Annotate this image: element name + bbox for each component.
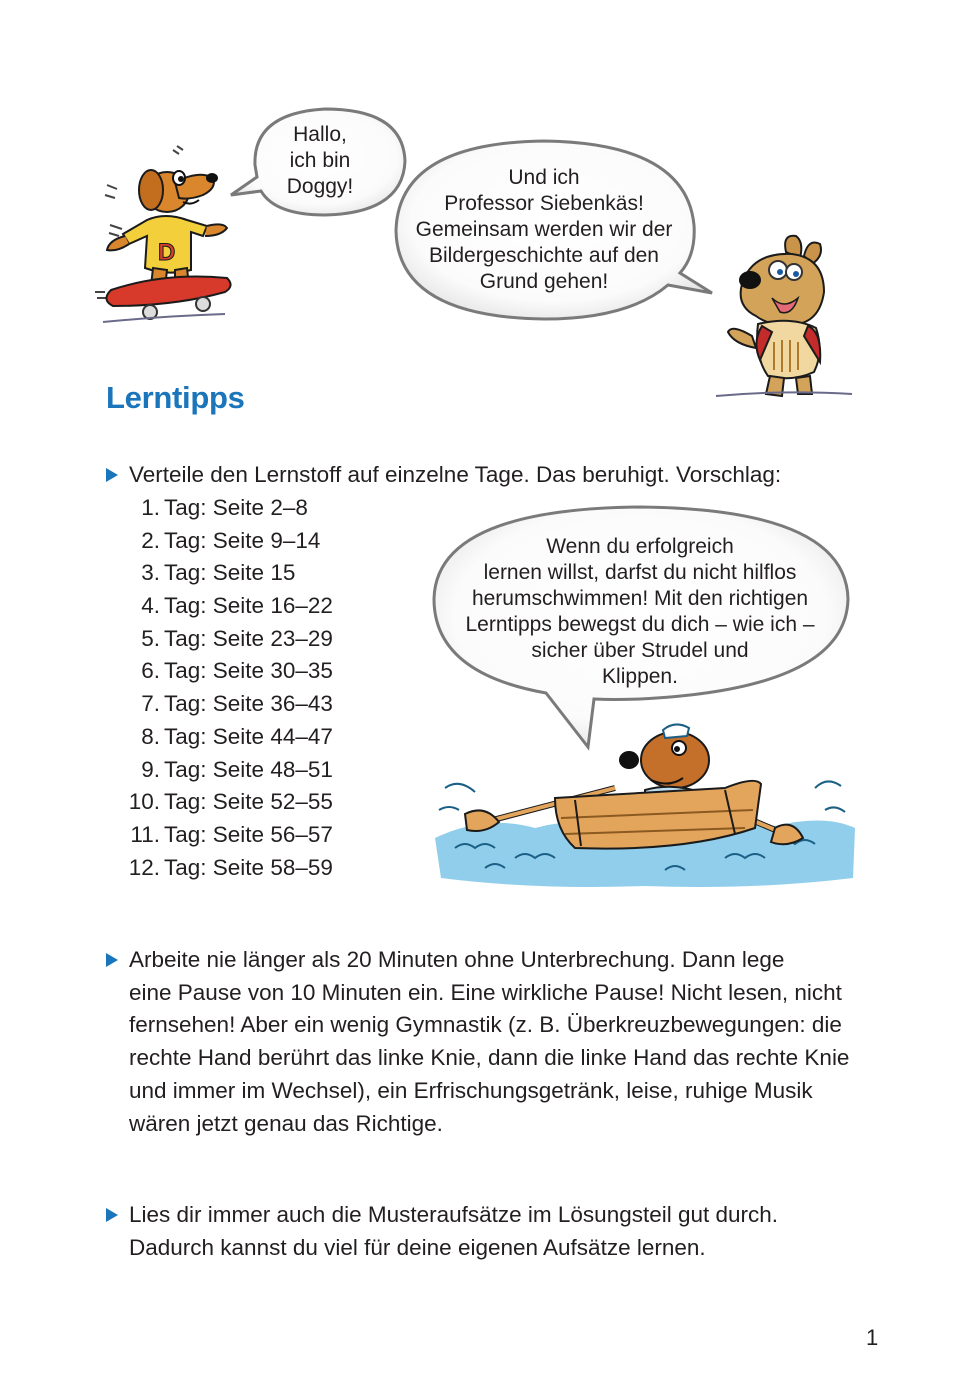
schedule-item xyxy=(118,623,378,656)
schedule-day-number: 10. xyxy=(128,789,160,815)
section-title: Lerntipps xyxy=(106,380,245,415)
schedule-pages: Tag: Seite 44–47 xyxy=(164,723,333,749)
schedule-item xyxy=(118,786,378,819)
schedule-item xyxy=(118,721,378,754)
schedule-item xyxy=(118,525,378,558)
dog-in-rowboat-illustration xyxy=(425,718,860,890)
bubble-line: lernen willst, darfst du nicht hilflos xyxy=(483,561,797,584)
schedule-item xyxy=(118,655,378,688)
bubble-line: Lerntipps bewegst du dich – wie ich – xyxy=(465,613,815,636)
schedule-day-number: 8. xyxy=(141,723,160,749)
professor-dog-illustration xyxy=(712,232,854,404)
schedule-pages: Tag: Seite 30–35 xyxy=(164,658,333,684)
tip-2-line: eine Pause von 10 Minuten ein. Eine wirkliche Pause! Nicht lesen, nicht xyxy=(129,979,842,1005)
bubble-line: Hallo, xyxy=(293,123,347,146)
bubble-line: Gemeinsam werden wir der xyxy=(415,218,673,241)
schedule-item xyxy=(118,754,378,787)
bubble-line: Grund gehen! xyxy=(479,270,609,293)
tip-3-line: Lies dir immer auch die Musteraufsätze im Lösungsteil gut durch. xyxy=(129,1202,779,1227)
schedule-item xyxy=(118,492,378,525)
bubble-line: Bildergeschichte auf den xyxy=(429,244,659,267)
schedule-day-number: 5. xyxy=(141,625,160,651)
tip-3-line: Dadurch kannst du viel für deine eigenen Aufsätze lernen. xyxy=(129,1234,706,1260)
bubble-line: Professor Siebenkäs! xyxy=(444,192,644,215)
speech-bubble-boat-text xyxy=(440,534,840,690)
schedule-pages: Tag: Seite 23–29 xyxy=(164,625,333,651)
schedule-day-number: 4. xyxy=(141,593,160,619)
schedule-day-number: 12. xyxy=(128,854,160,880)
bubble-line: ich bin xyxy=(289,149,351,172)
schedule-item xyxy=(118,819,378,852)
schedule-day-number: 3. xyxy=(141,560,160,586)
schedule-day-number: 11. xyxy=(130,821,160,847)
bubble-line: Doggy! xyxy=(286,175,354,198)
bubble-line: sicher über Strudel und xyxy=(531,639,749,662)
tip-2-line: wären jetzt genau das Richtige. xyxy=(129,1110,443,1136)
bubble-line: Und ich xyxy=(508,166,580,189)
schedule-pages: Tag: Seite 2–8 xyxy=(164,495,308,520)
bullet-triangle-icon xyxy=(106,1208,118,1222)
schedule-day-number: 9. xyxy=(141,756,160,782)
schedule-day-number: 1. xyxy=(141,495,160,520)
tip-1 xyxy=(106,459,906,492)
bullet-triangle-icon xyxy=(106,468,118,482)
schedule-pages: Tag: Seite 9–14 xyxy=(164,527,321,553)
schedule-pages: Tag: Seite 48–51 xyxy=(164,756,333,782)
speech-bubble-professor-text xyxy=(400,165,688,295)
schedule-pages: Tag: Seite 36–43 xyxy=(164,691,333,717)
tip-2 xyxy=(106,944,906,1140)
tip-2-line: rechte Hand berührt das linke Knie, dann die linke Hand das rechte Knie xyxy=(129,1045,850,1071)
study-schedule-list xyxy=(118,492,378,884)
schedule-day-number: 2. xyxy=(141,527,160,553)
svg-text:D: D xyxy=(158,239,176,266)
schedule-day-number: 6. xyxy=(141,658,160,684)
tip-2-line: fernsehen! Aber ein wenig Gymnastik (z. B. Überkreuzbewegungen: die xyxy=(129,1012,842,1038)
schedule-item xyxy=(118,590,378,623)
tip-2-line: Arbeite nie länger als 20 Minuten ohne Unterbrechung. Dann lege xyxy=(129,947,785,972)
tip-1-line: Verteile den Lernstoff auf einzelne Tage. Das beruhigt. Vorschlag: xyxy=(129,462,782,487)
tip-2-line: und immer im Wechsel), ein Erfrischungsgetränk, leise, ruhige Musik xyxy=(129,1077,813,1103)
page-number: 1 xyxy=(866,1325,879,1350)
bubble-line: herumschwimmen! Mit den richtigen xyxy=(471,587,809,610)
schedule-pages: Tag: Seite 56–57 xyxy=(164,821,333,847)
schedule-pages: Tag: Seite 58–59 xyxy=(164,854,333,880)
bullet-triangle-icon xyxy=(106,953,118,967)
schedule-pages: Tag: Seite 16–22 xyxy=(164,593,333,619)
tip-3 xyxy=(106,1199,906,1264)
schedule-pages: Tag: Seite 15 xyxy=(164,560,296,586)
schedule-item xyxy=(118,557,378,590)
schedule-item xyxy=(118,688,378,721)
schedule-item xyxy=(118,852,378,885)
bubble-line: Klippen. xyxy=(602,665,678,688)
schedule-pages: Tag: Seite 52–55 xyxy=(164,789,333,815)
bubble-line: Wenn du erfolgreich xyxy=(546,535,734,558)
dog-on-skateboard-illustration xyxy=(95,140,235,325)
speech-bubble-doggy-text xyxy=(270,122,370,200)
schedule-day-number: 7. xyxy=(141,691,160,717)
